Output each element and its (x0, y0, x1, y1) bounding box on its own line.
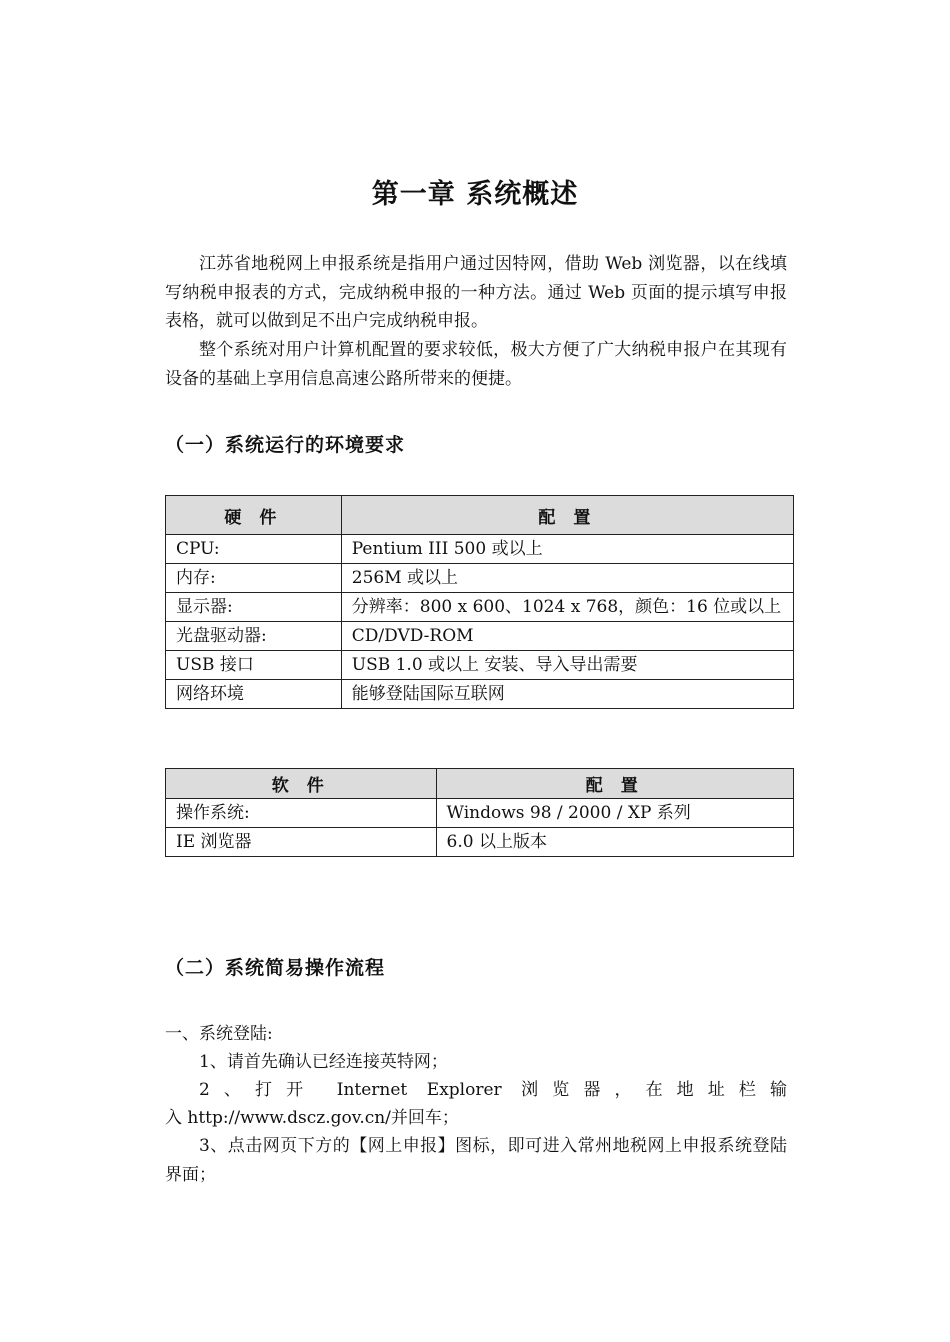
table-row (166, 680, 794, 709)
intro-paragraph-2: 整个系统对用户计算机配置的要求较低，极大方便了广大纳税申报户在其现有设备的基础上享用信息高速公路所带来的便捷。 (165, 340, 787, 389)
table-cell: IE 浏览器 (166, 828, 437, 857)
section-heading-operation: （二）系统简易操作流程 (165, 957, 386, 979)
column-header: 配 置 (341, 496, 793, 535)
table-cell: CD/DVD-ROM (341, 622, 793, 651)
table-header-row (166, 769, 794, 799)
column-header: 软 件 (166, 769, 437, 799)
table-cell: 6.0 以上版本 (436, 828, 793, 857)
table-row (166, 828, 794, 857)
step-2-continued: 入 http://www.dscz.gov.cn/并回车； (165, 1108, 459, 1128)
step-2: 2、打开 Internet Explorer 浏览器，在地址栏输 (199, 1080, 787, 1100)
table-row (166, 535, 794, 564)
table-row (166, 564, 794, 593)
table-cell: CPU: (166, 535, 342, 564)
column-header: 配 置 (436, 769, 793, 799)
table-row (166, 799, 794, 828)
step-3: 3、点击网页下方的【网上申报】图标，即可进入常州地税网上申报系统登陆界面； (165, 1136, 787, 1185)
table-cell: 256M 或以上 (341, 564, 793, 593)
table-cell: 网络环境 (166, 680, 342, 709)
table-cell: Pentium III 500 或以上 (341, 535, 793, 564)
table-row (166, 651, 794, 680)
table-cell: 操作系统: (166, 799, 437, 828)
chapter-title: 第一章 系统概述 (371, 179, 579, 210)
table-cell: 内存: (166, 564, 342, 593)
intro-paragraph-1: 江苏省地税网上申报系统是指用户通过因特网，借助 Web 浏览器，以在线填写纳税申报表的方式，完成纳税申报的一种方法。通过 Web 页面的提示填写申报表格，就可以做到足不出户完成纳税申报。 (165, 254, 787, 331)
table-header-row (166, 496, 794, 535)
table-cell: 显示器: (166, 593, 342, 622)
subheading-login: 一、系统登陆: (165, 1024, 273, 1044)
section-heading-environment: （一）系统运行的环境要求 (165, 434, 406, 456)
hardware-table (165, 495, 794, 709)
table-cell: 光盘驱动器: (166, 622, 342, 651)
table-row (166, 622, 794, 651)
software-table (165, 768, 794, 857)
table-cell: 分辨率：800 x 600、1024 x 768，颜色：16 位或以上 (341, 593, 793, 622)
table-cell: Windows 98 / 2000 / XP 系列 (436, 799, 793, 828)
table-row (166, 593, 794, 622)
table-cell: USB 1.0 或以上 安装、导入导出需要 (341, 651, 793, 680)
table-cell: USB 接口 (166, 651, 342, 680)
step-1: 1、请首先确认已经连接英特网； (199, 1052, 448, 1072)
table-cell: 能够登陆国际互联网 (341, 680, 793, 709)
column-header: 硬 件 (166, 496, 342, 535)
